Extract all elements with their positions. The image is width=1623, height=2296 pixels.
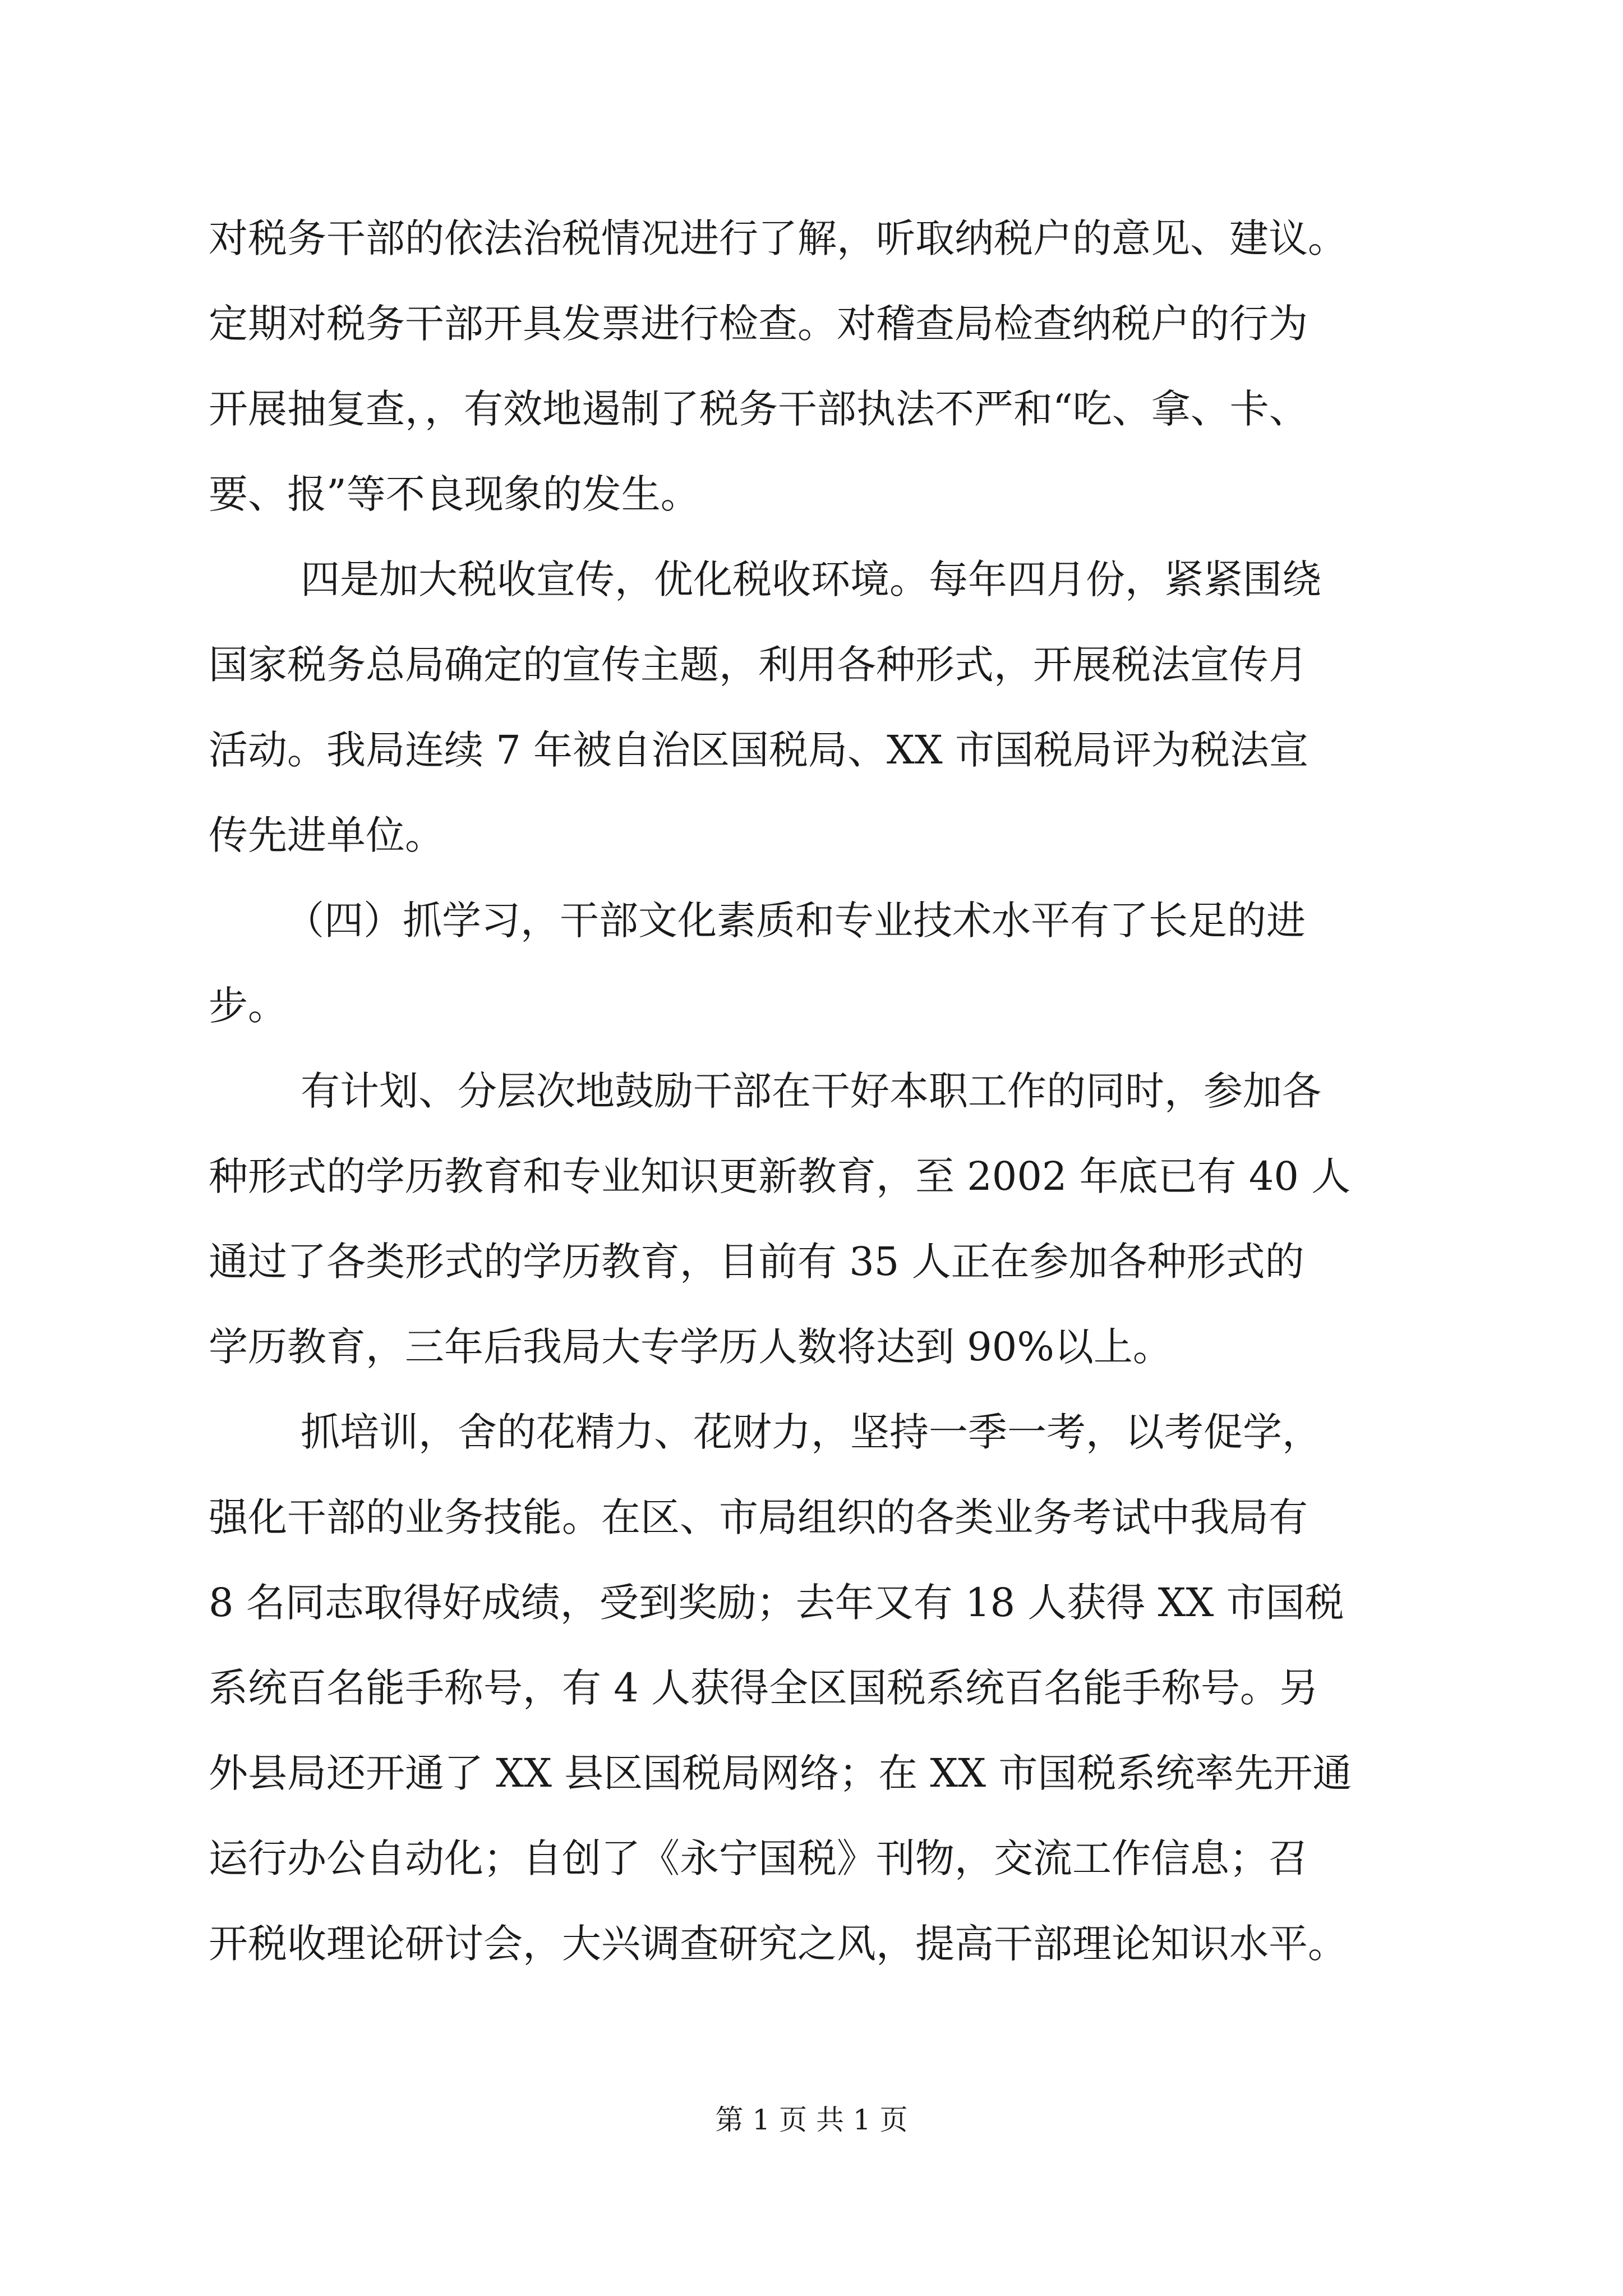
section-heading-continued: 步。 (209, 983, 287, 1029)
text-line: 要、报”等不良现象的发生。 (209, 471, 700, 517)
paragraph-first-line: 四是加大税收宣传，优化税收环境。每年四月份，紧紧围绕 (301, 556, 1321, 602)
text-line: 外县局还开通了 XX 县区国税局网络；在 XX 市国税系统率先开通 (209, 1750, 1352, 1796)
text-line: 开税收理论研讨会，大兴调查研究之风，提高干部理论知识水平。 (209, 1921, 1347, 1967)
text-line: 对税务干部的依法治税情况进行了解，听取纳税户的意见、建议。 (209, 215, 1347, 261)
paragraph-first-line: 抓培训，舍的花精力、花财力，坚持一季一考，以考促学， (301, 1409, 1321, 1455)
text-line: 开展抽复查，，有效地遏制了税务干部执法不严和“吃、拿、卡、 (209, 386, 1308, 432)
text-line: 传先进单位。 (209, 812, 444, 858)
text-line: 种形式的学历教育和专业知识更新教育，至 2002 年底已有 40 人 (209, 1153, 1351, 1199)
text-line: 通过了各类形式的学历教育，目前有 35 人正在参加各种形式的 (209, 1239, 1304, 1285)
text-line: 运行办公自动化；自创了《永宁国税》刊物，交流工作信息；召 (209, 1835, 1308, 1881)
page-footer: 第 1 页 共 1 页 (715, 2104, 908, 2136)
text-line: 强化干部的业务技能。在区、市局组织的各类业务考试中我局有 (209, 1494, 1308, 1540)
text-line: 8 名同志取得好成绩，受到奖励；去年又有 18 人获得 XX 市国税 (209, 1580, 1344, 1626)
text-line: 系统百名能手称号，有 4 人获得全区国税系统百名能手称号。另 (209, 1665, 1319, 1711)
text-line: 国家税务总局确定的宣传主题，利用各种形式，开展税法宣传月 (209, 642, 1308, 688)
text-line: 定期对税务干部开具发票进行检查。对稽查局检查纳税户的行为 (209, 301, 1308, 347)
text-line: 活动。我局连续 7 年被自治区国税局、XX 市国税局评为税法宣 (209, 727, 1308, 773)
text-line: 学历教育，三年后我局大专学历人数将达到 90%以上。 (209, 1324, 1172, 1370)
section-heading: （四）抓学习，干部文化素质和专业技术水平有了长足的进 (285, 898, 1306, 944)
paragraph-first-line: 有计划、分层次地鼓励干部在干好本职工作的同时，参加各 (301, 1068, 1321, 1114)
